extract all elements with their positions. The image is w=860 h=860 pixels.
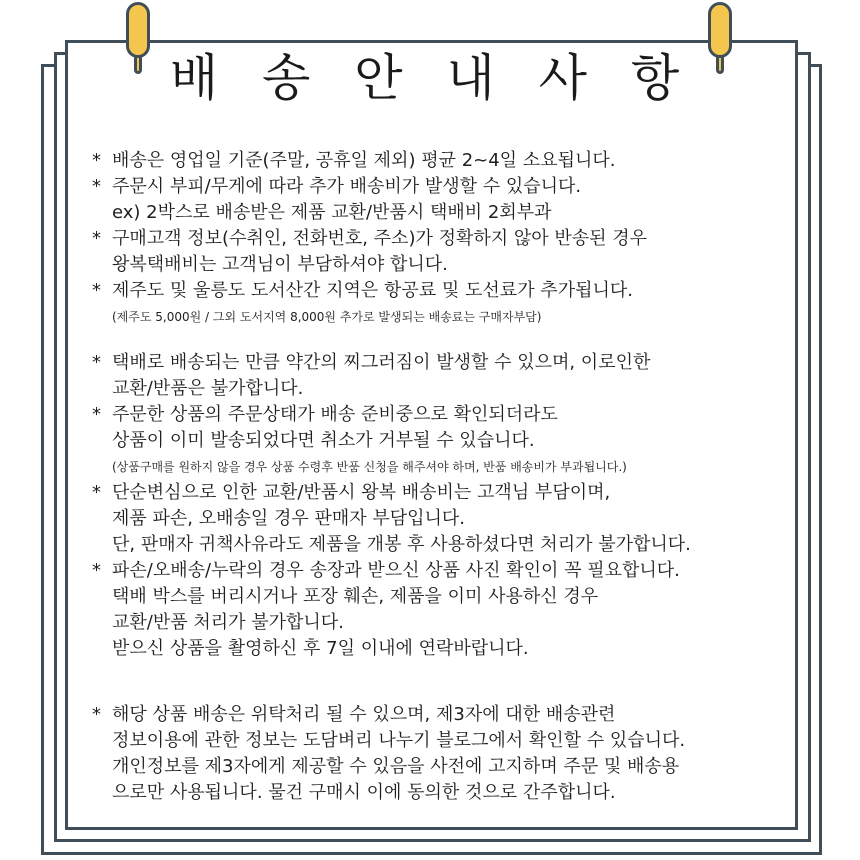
asterisk-bullet-icon: * — [92, 560, 101, 581]
notice-item: * 택배로 배송되는 만큼 약간의 찌그러짐이 발생할 수 있으며, 이로인한 — [92, 350, 782, 376]
notice-item: * 파손/오배송/누락의 경우 송장과 받으신 상품 사진 확인이 꼭 필요합니다. — [92, 558, 782, 584]
notice-item-continued: 단, 판매자 귀책사유라도 제품을 개봉 후 사용하셨다면 처리가 불가합니다. — [112, 534, 691, 555]
asterisk-bullet-icon: * — [92, 150, 101, 171]
asterisk-bullet-icon: * — [92, 352, 101, 373]
notice-item: * 해당 상품 배송은 위탁처리 될 수 있으며, 제3자에 대한 배송관련 — [92, 702, 782, 728]
notice-item: * 구매고객 정보(수취인, 전화번호, 주소)가 정확하지 않아 반송된 경우 — [92, 226, 782, 252]
asterisk-bullet-icon: * — [92, 176, 101, 197]
asterisk-bullet-icon: * — [92, 704, 101, 725]
notice-item-continued: ex) 2박스로 배송받은 제품 교환/반품시 택배비 2회부과 — [112, 202, 552, 223]
page-title: 배 송 안 내 사 항 — [169, 49, 694, 107]
notice-item-continued: 상품이 이미 발송되었다면 취소가 거부될 수 있습니다. — [112, 430, 535, 451]
asterisk-bullet-icon: * — [92, 404, 101, 425]
asterisk-bullet-icon: * — [92, 482, 101, 503]
notice-item: * 주문한 상품의 주문상태가 배송 준비중으로 확인되더라도 — [92, 402, 782, 428]
notice-item-continued: 정보이용에 관한 정보는 도담벼리 나누기 블로그에서 확인할 수 있습니다. — [112, 730, 686, 751]
notice-item: * 단순변심으로 인한 교환/반품시 왕복 배송비는 고객님 부담이며, — [92, 480, 782, 506]
notice-item-continued: 교환/반품 처리가 불가합니다. — [112, 612, 344, 633]
notice-item-continued: 왕복택배비는 고객님이 부담하셔야 합니다. — [112, 254, 448, 275]
notice-item: * 주문시 부피/무게에 따라 추가 배송비가 발생할 수 있습니다. — [92, 174, 782, 200]
notice-item-continued: 받으신 상품을 촬영하신 후 7일 이내에 연락바랍니다. — [112, 638, 529, 659]
notice-footnote: (제주도 5,000원 / 그외 도서지역 8,000원 추가로 발생되는 배송료는 구매자부담) — [112, 310, 542, 324]
notice-item-continued: 개인정보를 제3자에게 제공할 수 있음을 사전에 고지하며 주문 및 배송용 — [112, 756, 680, 777]
notice-item: * 배송은 영업일 기준(주말, 공휴일 제외) 평균 2~4일 소요됩니다. — [92, 148, 782, 174]
notice-item: * 제주도 및 울릉도 도서산간 지역은 항공료 및 도선료가 추가됩니다. — [92, 278, 782, 304]
notice-item-continued: 교환/반품은 불가합니다. — [112, 378, 304, 399]
notice-item-continued: 으로만 사용됩니다. 물건 구매시 이에 동의한 것으로 간주합니다. — [112, 782, 616, 803]
notice-item-continued: 제품 파손, 오배송일 경우 판매자 부담입니다. — [112, 508, 466, 529]
asterisk-bullet-icon: * — [92, 280, 101, 301]
notice-footnote: (상품구매를 원하지 않을 경우 상품 수령후 반품 신청을 해주셔야 하며, 반품 배송비가 부과됩니다.) — [112, 460, 627, 474]
shipping-notice-content — [92, 148, 782, 806]
notice-item-continued: 택배 박스를 버리시거나 포장 훼손, 제품을 이미 사용하신 경우 — [112, 586, 599, 607]
asterisk-bullet-icon: * — [92, 228, 101, 249]
